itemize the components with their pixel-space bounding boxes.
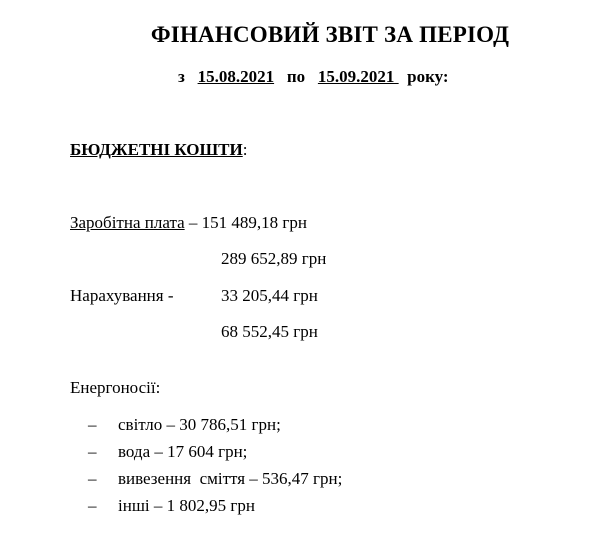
report-title: ФІНАНСОВИЙ ЗВІТ ЗА ПЕРІОД <box>150 22 510 47</box>
section-heading-text: БЮДЖЕТНІ КОШТИ <box>70 140 243 159</box>
salary-dash: – <box>188 213 198 232</box>
period-year-word: року: <box>407 67 449 86</box>
salary-amount-2: 289 652,89 грн <box>221 249 327 268</box>
accruals-amount-2: 68 552,45 грн <box>221 322 318 341</box>
list-dash: – <box>88 496 97 515</box>
energy-item-text: світло – 30 786,51 грн; <box>118 415 281 434</box>
energy-item-water <box>88 442 247 462</box>
salary-amount-1: 151 489,18 грн <box>201 213 307 232</box>
salary-row <box>70 213 307 233</box>
energy-item-light <box>88 415 281 435</box>
section-heading-colon: : <box>242 140 248 159</box>
period-from-word: з <box>178 67 185 86</box>
accruals-label: Нарахування - <box>70 286 174 305</box>
period-from-date: 15.08.2021 <box>197 67 275 86</box>
energy-item-text: вода – 17 604 грн; <box>118 442 248 461</box>
report-period <box>178 67 449 87</box>
period-to-word: по <box>286 67 306 86</box>
section-heading <box>70 140 247 160</box>
list-dash: – <box>88 442 97 461</box>
list-dash: – <box>88 415 97 434</box>
list-dash: – <box>88 469 97 488</box>
salary-label: Заробітна плата <box>70 213 185 232</box>
energy-item-text: інші – 1 802,95 грн <box>118 496 255 515</box>
energy-item-garbage <box>88 469 342 489</box>
energy-label: Енергоносії: <box>70 378 161 397</box>
accruals-amount-1: 33 205,44 грн <box>221 286 318 305</box>
period-to-date: 15.09.2021 <box>317 67 399 86</box>
energy-item-other <box>88 496 255 516</box>
energy-item-text: вивезення сміття – 536,47 грн; <box>118 469 343 488</box>
